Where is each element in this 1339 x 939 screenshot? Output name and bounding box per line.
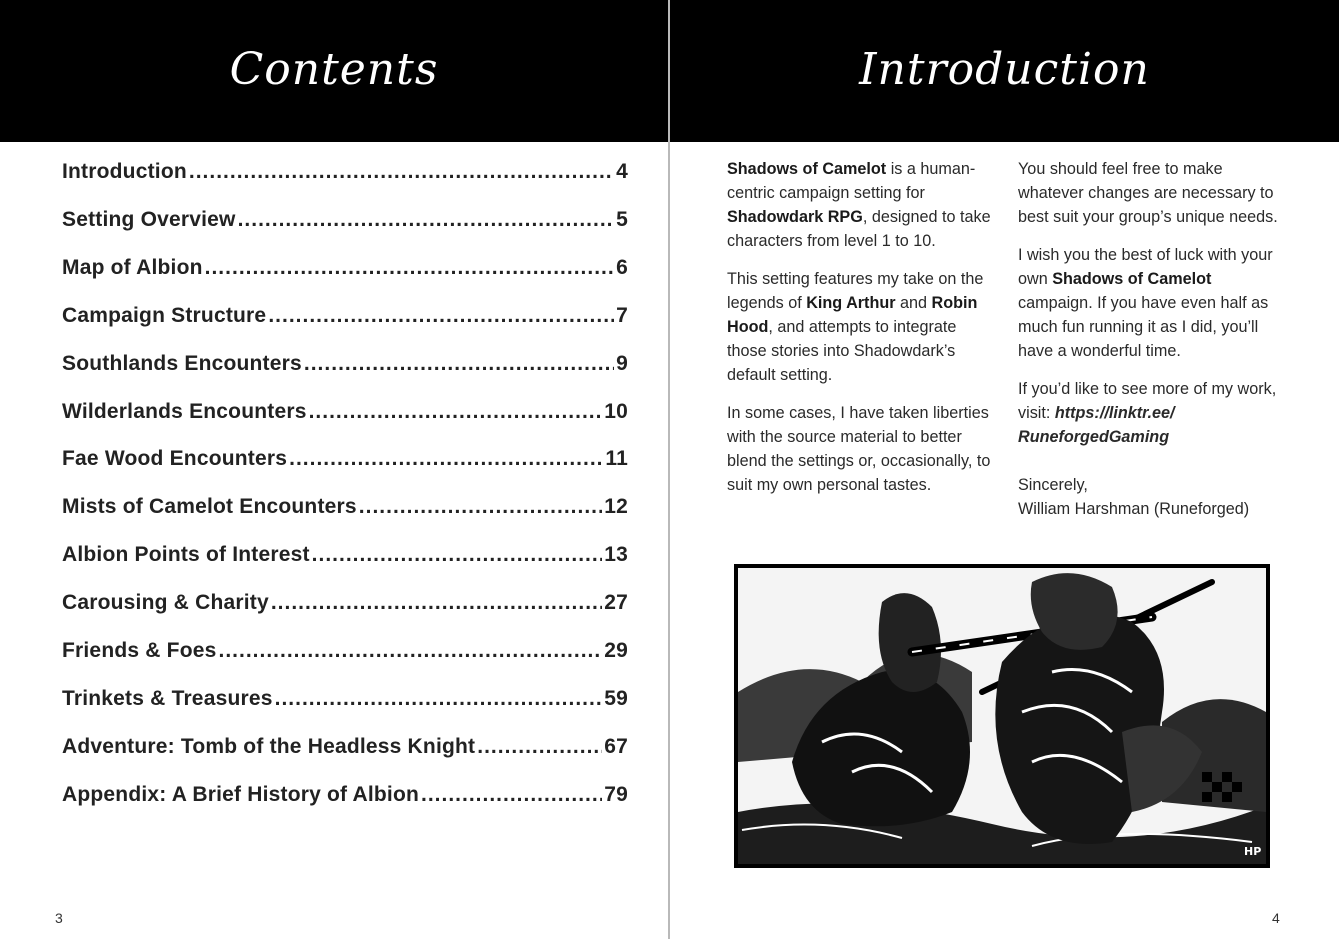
left-page bbox=[0, 0, 668, 939]
toc-entry[interactable] bbox=[62, 735, 628, 783]
toc-entry-page: 4 bbox=[616, 160, 628, 183]
toc-entry[interactable] bbox=[62, 783, 628, 831]
toc-entry-page: 13 bbox=[604, 543, 628, 567]
toc-entry-page: 11 bbox=[605, 447, 628, 471]
toc-leader-dots bbox=[359, 495, 602, 519]
toc-entry-title: Fae Wood Encounters bbox=[62, 447, 288, 471]
toc-entry-page: 7 bbox=[616, 303, 628, 327]
toc-entry[interactable] bbox=[62, 352, 628, 400]
intro-paragraph-1 bbox=[727, 157, 995, 253]
toc-entry-title: Adventure: Tomb of the Headless Knight bbox=[62, 734, 476, 758]
paragraph-text: is a human-centric campaign setting for bbox=[727, 160, 976, 202]
paragraph-text: This setting features my take on the legends of bbox=[727, 270, 984, 312]
toc-entry-title: Friends & Foes bbox=[62, 639, 217, 663]
illustration-monogram: HP bbox=[1244, 845, 1262, 858]
toc-leader-dots bbox=[421, 783, 602, 807]
toc-entry[interactable] bbox=[62, 160, 628, 208]
right-page bbox=[670, 0, 1339, 939]
toc-entry-title: Appendix: A Brief History of Albion bbox=[62, 782, 419, 806]
toc-entry-page: 27 bbox=[604, 591, 628, 615]
toc-entry[interactable] bbox=[62, 208, 628, 256]
toc-entry-page: 67 bbox=[604, 734, 628, 758]
link-text[interactable]: https://linktr.ee/ bbox=[1054, 404, 1175, 422]
toc-entry[interactable] bbox=[62, 591, 628, 639]
bold-text: Shadows of Camelot bbox=[1052, 270, 1212, 288]
toc-entry-title: Carousing & Charity bbox=[62, 591, 269, 615]
signoff: Sincerely, bbox=[1018, 476, 1088, 494]
intro-paragraph-5 bbox=[1018, 243, 1290, 363]
paragraph-text: I wish you the best of luck with your own bbox=[1018, 246, 1273, 288]
toc-entry[interactable] bbox=[62, 447, 628, 495]
toc-entry[interactable] bbox=[62, 256, 628, 304]
bold-text: King Arthur bbox=[806, 294, 896, 312]
toc-leader-dots bbox=[312, 543, 603, 567]
toc-leader-dots bbox=[304, 352, 614, 376]
paragraph-text: and bbox=[895, 294, 932, 312]
bold-text: Robin Hood bbox=[727, 294, 978, 336]
toc-entry[interactable] bbox=[62, 543, 628, 591]
toc-entry-page: 59 bbox=[604, 686, 628, 710]
contents-banner bbox=[0, 0, 668, 142]
toc-entry[interactable] bbox=[62, 687, 628, 735]
toc-entry-title: Map of Albion bbox=[62, 255, 203, 279]
paragraph-text: , designed to take characters from level 1 to 10. bbox=[727, 208, 991, 250]
toc-leader-dots bbox=[219, 639, 603, 663]
bold-text: Shadows of Camelot bbox=[727, 160, 887, 178]
author: William Harshman (Runeforged) bbox=[1018, 500, 1250, 518]
page-number-left: 3 bbox=[55, 910, 63, 926]
toc-entry-page: 10 bbox=[604, 399, 628, 423]
paragraph-text: If you’d like to see more of my work, visit: bbox=[1018, 380, 1277, 422]
intro-column-left bbox=[727, 157, 995, 511]
paragraph-text: campaign. If you have even half as much fun running it as I did, you’ll have a wonderful time. bbox=[1018, 294, 1269, 360]
introduction-title: Introduction bbox=[859, 43, 1150, 95]
knight-illustration bbox=[732, 562, 1272, 870]
toc-entry-page: 9 bbox=[616, 351, 628, 375]
toc-leader-dots bbox=[189, 160, 614, 184]
toc-entry-page: 5 bbox=[616, 208, 628, 231]
intro-paragraph-3: In some cases, I have taken liberties with the source material to better blend the settings or, occasionally, to suit my own personal tastes. bbox=[727, 404, 991, 494]
toc-entry-page: 79 bbox=[604, 782, 628, 806]
page-number-right: 4 bbox=[1272, 910, 1280, 926]
toc-leader-dots bbox=[289, 447, 603, 471]
introduction-banner bbox=[670, 0, 1339, 142]
toc-entry-page: 29 bbox=[604, 639, 628, 663]
toc-entry-title: Southlands Encounters bbox=[62, 351, 302, 375]
toc-entry-title: Trinkets & Treasures bbox=[62, 686, 273, 710]
toc-entry-title: Wilderlands Encounters bbox=[62, 399, 307, 423]
intro-paragraph-2 bbox=[727, 267, 995, 387]
contents-title: Contents bbox=[229, 43, 439, 95]
toc-entry[interactable] bbox=[62, 495, 628, 543]
toc-entry-title: Setting Overview bbox=[62, 208, 236, 231]
toc-entry-title: Mists of Camelot Encounters bbox=[62, 495, 357, 519]
toc-entry-title: Campaign Structure bbox=[62, 303, 267, 327]
toc-leader-dots bbox=[238, 208, 615, 232]
toc-leader-dots bbox=[205, 256, 614, 280]
toc-leader-dots bbox=[309, 400, 603, 424]
intro-paragraph-4: You should feel free to make whatever changes are necessary to best suit your group’s unique needs. bbox=[1018, 160, 1278, 226]
toc-leader-dots bbox=[275, 687, 603, 711]
intro-column-right bbox=[1018, 157, 1290, 521]
toc-entry[interactable] bbox=[62, 304, 628, 352]
bold-text: Shadowdark RPG bbox=[727, 208, 863, 226]
toc-leader-dots bbox=[268, 304, 614, 328]
toc-leader-dots bbox=[477, 735, 602, 759]
toc-entry[interactable] bbox=[62, 639, 628, 687]
toc-entry-page: 6 bbox=[616, 255, 628, 279]
toc-entry-title: Introduction bbox=[62, 160, 187, 183]
toc-entry-title: Albion Points of Interest bbox=[62, 543, 310, 567]
toc-entry[interactable] bbox=[62, 400, 628, 448]
table-of-contents bbox=[62, 160, 628, 831]
toc-leader-dots bbox=[271, 591, 602, 615]
link-text[interactable]: RuneforgedGaming bbox=[1018, 428, 1170, 446]
intro-paragraph-6 bbox=[1018, 377, 1290, 449]
paragraph-text: , and attempts to integrate those stories into Shadowdark’s default setting. bbox=[727, 318, 957, 384]
toc-entry-page: 12 bbox=[604, 495, 628, 519]
